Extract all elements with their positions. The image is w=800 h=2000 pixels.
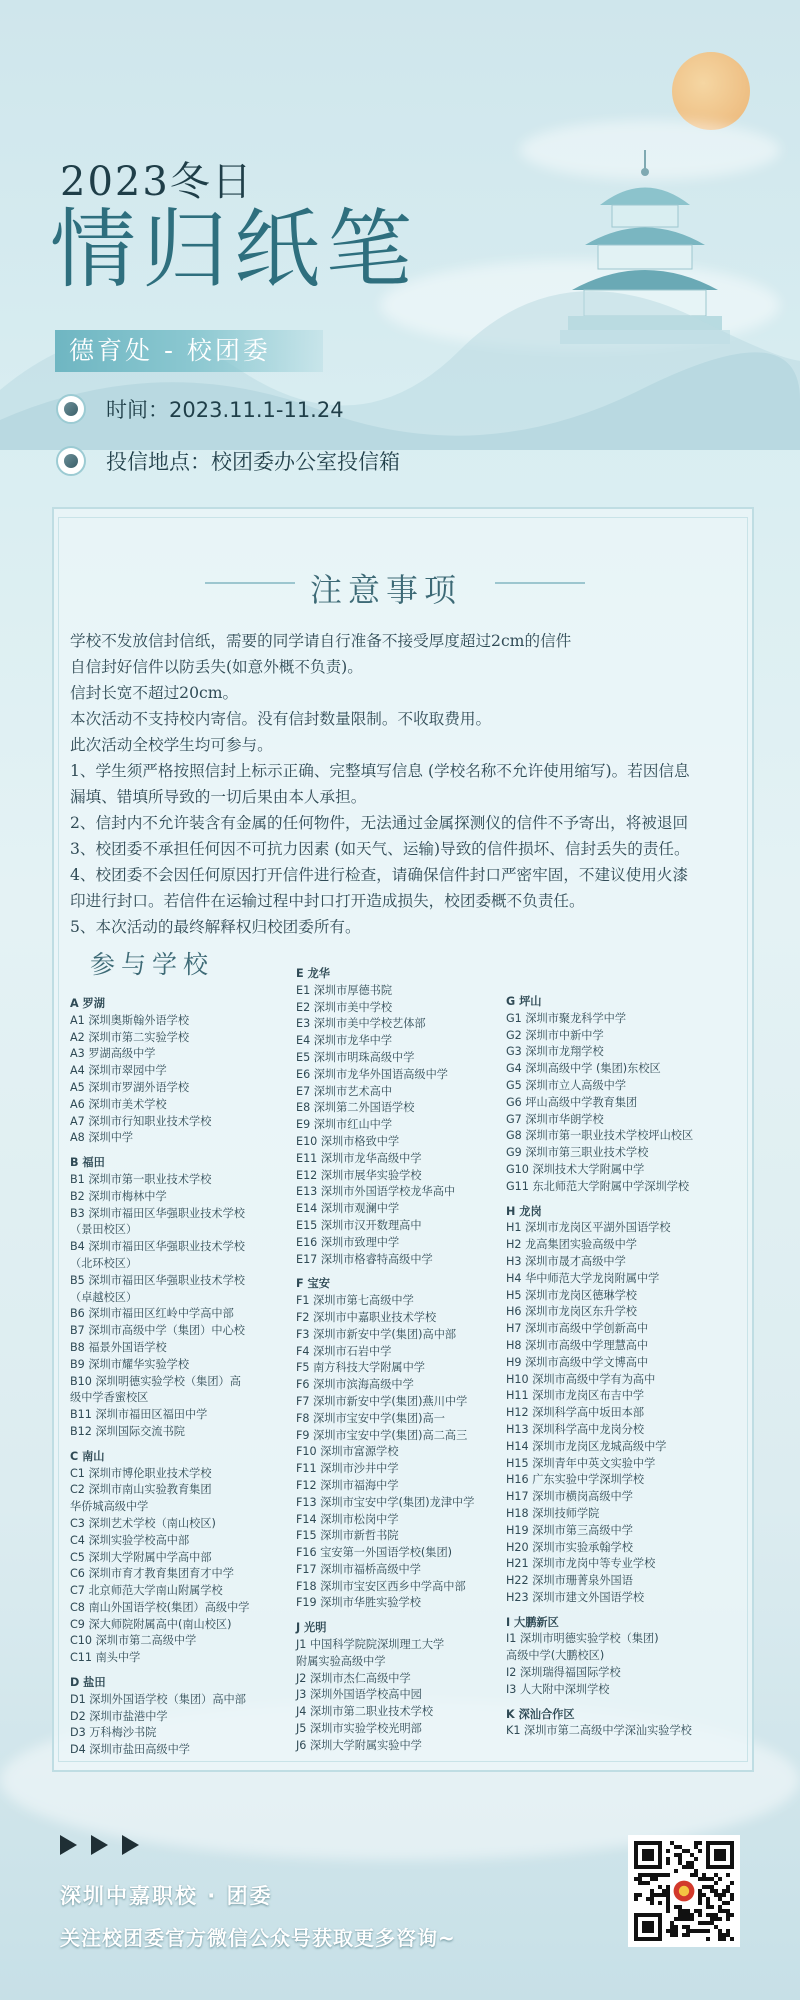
school-item: J3 深圳外国语学校高中园 — [296, 1688, 422, 1702]
school-item: H8 深圳市高级中学理慧高中 — [506, 1338, 649, 1352]
district-heading: J 光明 — [296, 1621, 327, 1635]
school-item: （景田校区） — [70, 1223, 138, 1237]
department-banner: 德育处 - 校团委 — [55, 330, 323, 372]
school-item: H10 深圳市高级中学有为高中 — [506, 1372, 656, 1386]
school-item: B4 深圳市福田区华强职业技术学校 — [70, 1240, 245, 1254]
play-arrow-icon — [91, 1835, 108, 1855]
school-item: G4 深圳高级中学 (集团)东校区 — [506, 1062, 661, 1076]
school-item: E14 深圳市观澜中学 — [296, 1202, 400, 1216]
footer-school: 深圳中嘉职校 · 团委 — [60, 1884, 273, 1908]
arrow-decoration — [60, 1835, 139, 1855]
school-item: C10 深圳市第二高级中学 — [70, 1634, 197, 1648]
school-item: I2 深圳瑞得福国际学校 — [506, 1666, 621, 1680]
school-item: F15 深圳市新哲书院 — [296, 1529, 399, 1543]
school-item: F1 深圳市第七高级中学 — [296, 1294, 414, 1308]
school-item: 高级中学(大鹏校区) — [506, 1649, 605, 1663]
school-item: H23 深圳市建文外国语学校 — [506, 1590, 645, 1604]
school-item: H19 深圳市第三高级中学 — [506, 1523, 633, 1537]
school-item: B3 深圳市福田区华强职业技术学校 — [70, 1206, 245, 1220]
school-item: H13 深圳科学高中龙岗分校 — [506, 1422, 645, 1436]
school-item: E12 深圳市展华实验学校 — [296, 1168, 422, 1182]
district-heading: D 盐田 — [70, 1676, 106, 1690]
school-item: A1 深圳奥斯翰外语学校 — [70, 1013, 190, 1027]
notice-line: 学校不发放信封信纸，需要的同学请自行准备不接受厚度超过2cm的信件 — [70, 632, 572, 650]
school-item: H21 深圳市龙岗中等专业学校 — [506, 1557, 656, 1571]
school-item: B5 深圳市福田区华强职业技术学校 — [70, 1273, 245, 1287]
notice-line: 印进行封口。若信件在运输过程中封口打开造成损失，校团委概不负责任。 — [70, 892, 585, 910]
school-item: D3 万科梅沙书院 — [70, 1726, 157, 1740]
school-item: H14 深圳市龙岗区龙城高级中学 — [506, 1439, 667, 1453]
school-item: H9 深圳市高级中学文博高中 — [506, 1355, 649, 1369]
notice-line: 5、本次活动的最终解释权归校团委所有。 — [70, 918, 361, 936]
school-item: E1 深圳市厚德书院 — [296, 983, 393, 997]
school-item: C1 深圳市博伦职业技术学校 — [70, 1466, 212, 1480]
school-item: J4 深圳市第二职业技术学校 — [296, 1705, 434, 1719]
school-item: 华侨城高级中学 — [70, 1500, 149, 1514]
school-item: J5 深圳市实验学校光明部 — [296, 1722, 422, 1736]
school-item: C8 南山外国语学校(集团）高级中学 — [70, 1600, 250, 1614]
school-item: E13 深圳市外国语学校龙华高中 — [296, 1185, 456, 1199]
district-heading: A 罗湖 — [70, 997, 105, 1010]
school-item: A8 深圳中学 — [70, 1131, 134, 1145]
school-item: G3 深圳市龙翔学校 — [506, 1045, 604, 1059]
school-item: D1 深圳外国语学校（集团）高中部 — [70, 1692, 246, 1706]
notice-line: 1、学生须严格按照信封上标示正确、完整填写信息 (学校名称不允许使用缩写)。若因信息 — [70, 762, 690, 780]
district-heading: K 深汕合作区 — [506, 1707, 575, 1721]
school-item: F19 深圳市华胜实验学校 — [296, 1596, 421, 1610]
school-item: F12 深圳市福海中学 — [296, 1478, 399, 1492]
qr-code[interactable] — [628, 1835, 740, 1947]
school-item: C3 深圳艺术学校（南山校区) — [70, 1516, 216, 1530]
school-item: H6 深圳市龙岗区东升学校 — [506, 1305, 637, 1319]
school-item: E10 深圳市格致中学 — [296, 1134, 400, 1148]
location-row — [56, 446, 400, 476]
title-divider — [495, 582, 585, 584]
school-item: E17 深圳市格睿特高级中学 — [296, 1252, 433, 1266]
school-item: D2 深圳市盐港中学 — [70, 1709, 168, 1723]
school-item: H18 深圳技师学院 — [506, 1506, 600, 1520]
schools-column-2 — [296, 962, 521, 1755]
school-item: 级中学香蜜校区 — [70, 1391, 149, 1405]
school-item: F9 深圳市宝安中学(集团)高二高三 — [296, 1428, 468, 1442]
school-item: C2 深圳市南山实验教育集团 — [70, 1483, 212, 1497]
notice-line: 此次活动全校学生均可参与。 — [70, 736, 273, 754]
school-item: （卓越校区） — [70, 1290, 138, 1304]
school-item: J6 深圳大学附属实验中学 — [296, 1738, 422, 1752]
school-item: H22 深圳市珊菁泉外国语 — [506, 1574, 633, 1588]
qr-code-icon — [634, 1841, 734, 1941]
school-item: H11 深圳市龙岗区布吉中学 — [506, 1389, 645, 1403]
school-item: C7 北京师范大学南山附属学校 — [70, 1584, 223, 1598]
school-item: E15 深圳市汉开数理高中 — [296, 1218, 422, 1232]
school-item: H4 华中师范大学龙岗附属中学 — [506, 1271, 660, 1285]
notice-text — [70, 628, 750, 940]
school-item: C6 深圳市育才教育集团育才中学 — [70, 1567, 234, 1581]
school-item: G9 深圳市第三职业技术学校 — [506, 1146, 649, 1160]
notice-line: 自信封好信件以防丢失(如意外概不负责)。 — [70, 658, 363, 676]
district-heading: C 南山 — [70, 1449, 105, 1463]
district-heading: E 龙华 — [296, 967, 330, 980]
school-item: A4 深圳市翠园中学 — [70, 1064, 167, 1078]
school-item: E7 深圳市艺术高中 — [296, 1084, 393, 1098]
school-item: H12 深圳科学高中坂田本部 — [506, 1406, 645, 1420]
sun-decoration — [672, 52, 750, 130]
school-item: B7 深圳市高级中学（集团）中心校 — [70, 1324, 245, 1338]
school-item: B8 福景外国语学校 — [70, 1340, 167, 1354]
school-item: G1 深圳市聚龙科学中学 — [506, 1011, 627, 1025]
play-arrow-icon — [122, 1835, 139, 1855]
notice-line: 本次活动不支持校内寄信。没有信封数量限制。不收取费用。 — [70, 710, 492, 728]
school-item: F16 宝安第一外国语学校(集团) — [296, 1546, 453, 1560]
district-heading: G 坪山 — [506, 995, 542, 1008]
notice-line: 信封长宽不超过20cm。 — [70, 684, 239, 702]
school-item: H17 深圳市横岗高级中学 — [506, 1490, 633, 1504]
schools-column-1 — [70, 992, 295, 1759]
time-row — [56, 394, 344, 424]
play-arrow-icon — [60, 1835, 77, 1855]
school-item: B1 深圳市第一职业技术学校 — [70, 1172, 212, 1186]
district-heading: H 龙岗 — [506, 1204, 542, 1218]
school-item: E16 深圳市致理中学 — [296, 1235, 400, 1249]
location-text: 投信地点：校团委办公室投信箱 — [106, 450, 400, 474]
school-item: I1 深圳市明德实验学校（集团) — [506, 1632, 659, 1646]
notice-line: 2、信封内不允许装含有金属的任何物件，无法通过金属探测仪的信件不予寄出，将被退回 — [70, 814, 689, 832]
school-item: H15 深圳青年中英文实验中学 — [506, 1456, 656, 1470]
school-item: H3 深圳市晟才高级中学 — [506, 1254, 626, 1268]
school-item: E5 深圳市明珠高级中学 — [296, 1050, 415, 1064]
school-item: A5 深圳市罗湖外语学校 — [70, 1080, 190, 1094]
school-item: B12 深圳国际交流书院 — [70, 1424, 185, 1438]
district-heading: I 大鹏新区 — [506, 1615, 559, 1629]
school-item: F6 深圳市滨海高级中学 — [296, 1378, 414, 1392]
school-item: F2 深圳市中嘉职业技术学校 — [296, 1310, 437, 1324]
school-item: G11 东北师范大学附属中学深圳学校 — [506, 1179, 690, 1193]
school-item: G5 深圳市立人高级中学 — [506, 1078, 627, 1092]
school-item: B10 深圳明德实验学校（集团）高 — [70, 1374, 241, 1388]
school-item: E8 深圳第二外国语学校 — [296, 1101, 415, 1115]
school-item: A2 深圳市第二实验学校 — [70, 1030, 190, 1044]
school-item: C5 深圳大学附属中学高中部 — [70, 1550, 212, 1564]
schools-column-3 — [506, 990, 746, 1740]
school-item: H5 深圳市龙岗区德琳学校 — [506, 1288, 637, 1302]
school-item: F14 深圳市松岗中学 — [296, 1512, 399, 1526]
school-item: F13 深圳市宝安中学(集团)龙津中学 — [296, 1495, 475, 1509]
school-item: E11 深圳市龙华高级中学 — [296, 1151, 422, 1165]
school-item: A6 深圳市美术学校 — [70, 1097, 167, 1111]
school-item: H1 深圳市龙岗区平湖外国语学校 — [506, 1221, 671, 1235]
school-item: （北环校区） — [70, 1256, 138, 1270]
school-item: G8 深圳市第一职业技术学校坪山校区 — [506, 1129, 694, 1143]
school-item: F8 深圳市宝安中学(集团)高一 — [296, 1411, 445, 1425]
school-item: 附属实验高级中学 — [296, 1654, 386, 1668]
event-year-title: 2023冬日 — [60, 159, 254, 205]
school-item: G7 深圳市华朗学校 — [506, 1112, 604, 1126]
school-item: J1 中国科学院院深圳理工大学 — [296, 1638, 445, 1652]
time-text: 时间：2023.11.1-11.24 — [106, 398, 344, 422]
notice-line: 4、校团委不会因任何原因打开信件进行检查，请确保信件封口严密牢固，不建议使用火漆 — [70, 866, 689, 884]
school-item: I3 人大附中深圳学校 — [506, 1682, 610, 1696]
school-item: H20 深圳市实验承翰学校 — [506, 1540, 633, 1554]
circle-bullet-icon — [56, 446, 86, 476]
school-item: H16 广东实验中学深圳学校 — [506, 1473, 645, 1487]
school-item: E3 深圳市美中学校艺体部 — [296, 1017, 426, 1031]
schools-title: 参与学校 — [90, 950, 215, 979]
district-heading: B 福田 — [70, 1156, 105, 1170]
school-item: B6 深圳市福田区红岭中学高中部 — [70, 1307, 234, 1321]
school-item: G2 深圳市中新中学 — [506, 1028, 604, 1042]
school-item: H2 龙高集团实验高级中学 — [506, 1238, 637, 1252]
school-item: F4 深圳市石岩中学 — [296, 1344, 392, 1358]
school-item: F18 深圳市宝安区西乡中学高中部 — [296, 1579, 466, 1593]
school-item: A3 罗湖高级中学 — [70, 1047, 156, 1061]
school-item: C11 南头中学 — [70, 1651, 141, 1665]
school-item: E6 深圳市龙华外国语高级中学 — [296, 1067, 448, 1081]
school-item: G10 深圳技术大学附属中学 — [506, 1162, 645, 1176]
school-item: C9 深大师院附属高中(南山校区) — [70, 1617, 232, 1631]
school-item: J2 深圳市杰仁高级中学 — [296, 1671, 411, 1685]
school-item: B2 深圳市梅林中学 — [70, 1189, 167, 1203]
notice-line: 漏填、错填所导致的一切后果由本人承担。 — [70, 788, 367, 806]
school-item: B9 深圳市耀华实验学校 — [70, 1357, 190, 1371]
school-item: C4 深圳实验学校高中部 — [70, 1533, 190, 1547]
school-item: K1 深圳市第二高级中学深汕实验学校 — [506, 1724, 692, 1738]
footer-slogan: 关注校团委官方微信公众号获取更多咨询~ — [60, 1926, 456, 1950]
title-divider — [205, 582, 295, 584]
school-item: F11 深圳市沙井中学 — [296, 1462, 399, 1476]
district-heading: F 宝安 — [296, 1277, 330, 1291]
school-item: F3 深圳市新安中学(集团)高中部 — [296, 1327, 457, 1341]
school-item: F10 深圳市富源学校 — [296, 1445, 399, 1459]
school-item: E9 深圳市红山中学 — [296, 1118, 393, 1132]
school-item: F5 南方科技大学附属中学 — [296, 1361, 425, 1375]
school-item: B11 深圳市福田区福田中学 — [70, 1408, 208, 1422]
school-item: D4 深圳市盐田高级中学 — [70, 1743, 190, 1757]
school-item: E4 深圳市龙华中学 — [296, 1034, 393, 1048]
school-item: A7 深圳市行知职业技术学校 — [70, 1114, 212, 1128]
notice-title: 注意事项 — [310, 571, 463, 609]
school-item: E2 深圳市美中学校 — [296, 1000, 393, 1014]
main-title: 情归纸笔 — [50, 200, 418, 300]
notice-line: 3、校团委不承担任何因不可抗力因素 (如天气、运输)导致的信件损坏、信封丢失的责任。 — [70, 840, 690, 858]
circle-bullet-icon — [56, 394, 86, 424]
school-item: F7 深圳市新安中学(集团)燕川中学 — [296, 1394, 468, 1408]
school-item: H7 深圳市高级中学创新高中 — [506, 1322, 649, 1336]
school-item: F17 深圳市福桥高级中学 — [296, 1562, 421, 1576]
school-item: G6 坪山高级中学教育集团 — [506, 1095, 638, 1109]
